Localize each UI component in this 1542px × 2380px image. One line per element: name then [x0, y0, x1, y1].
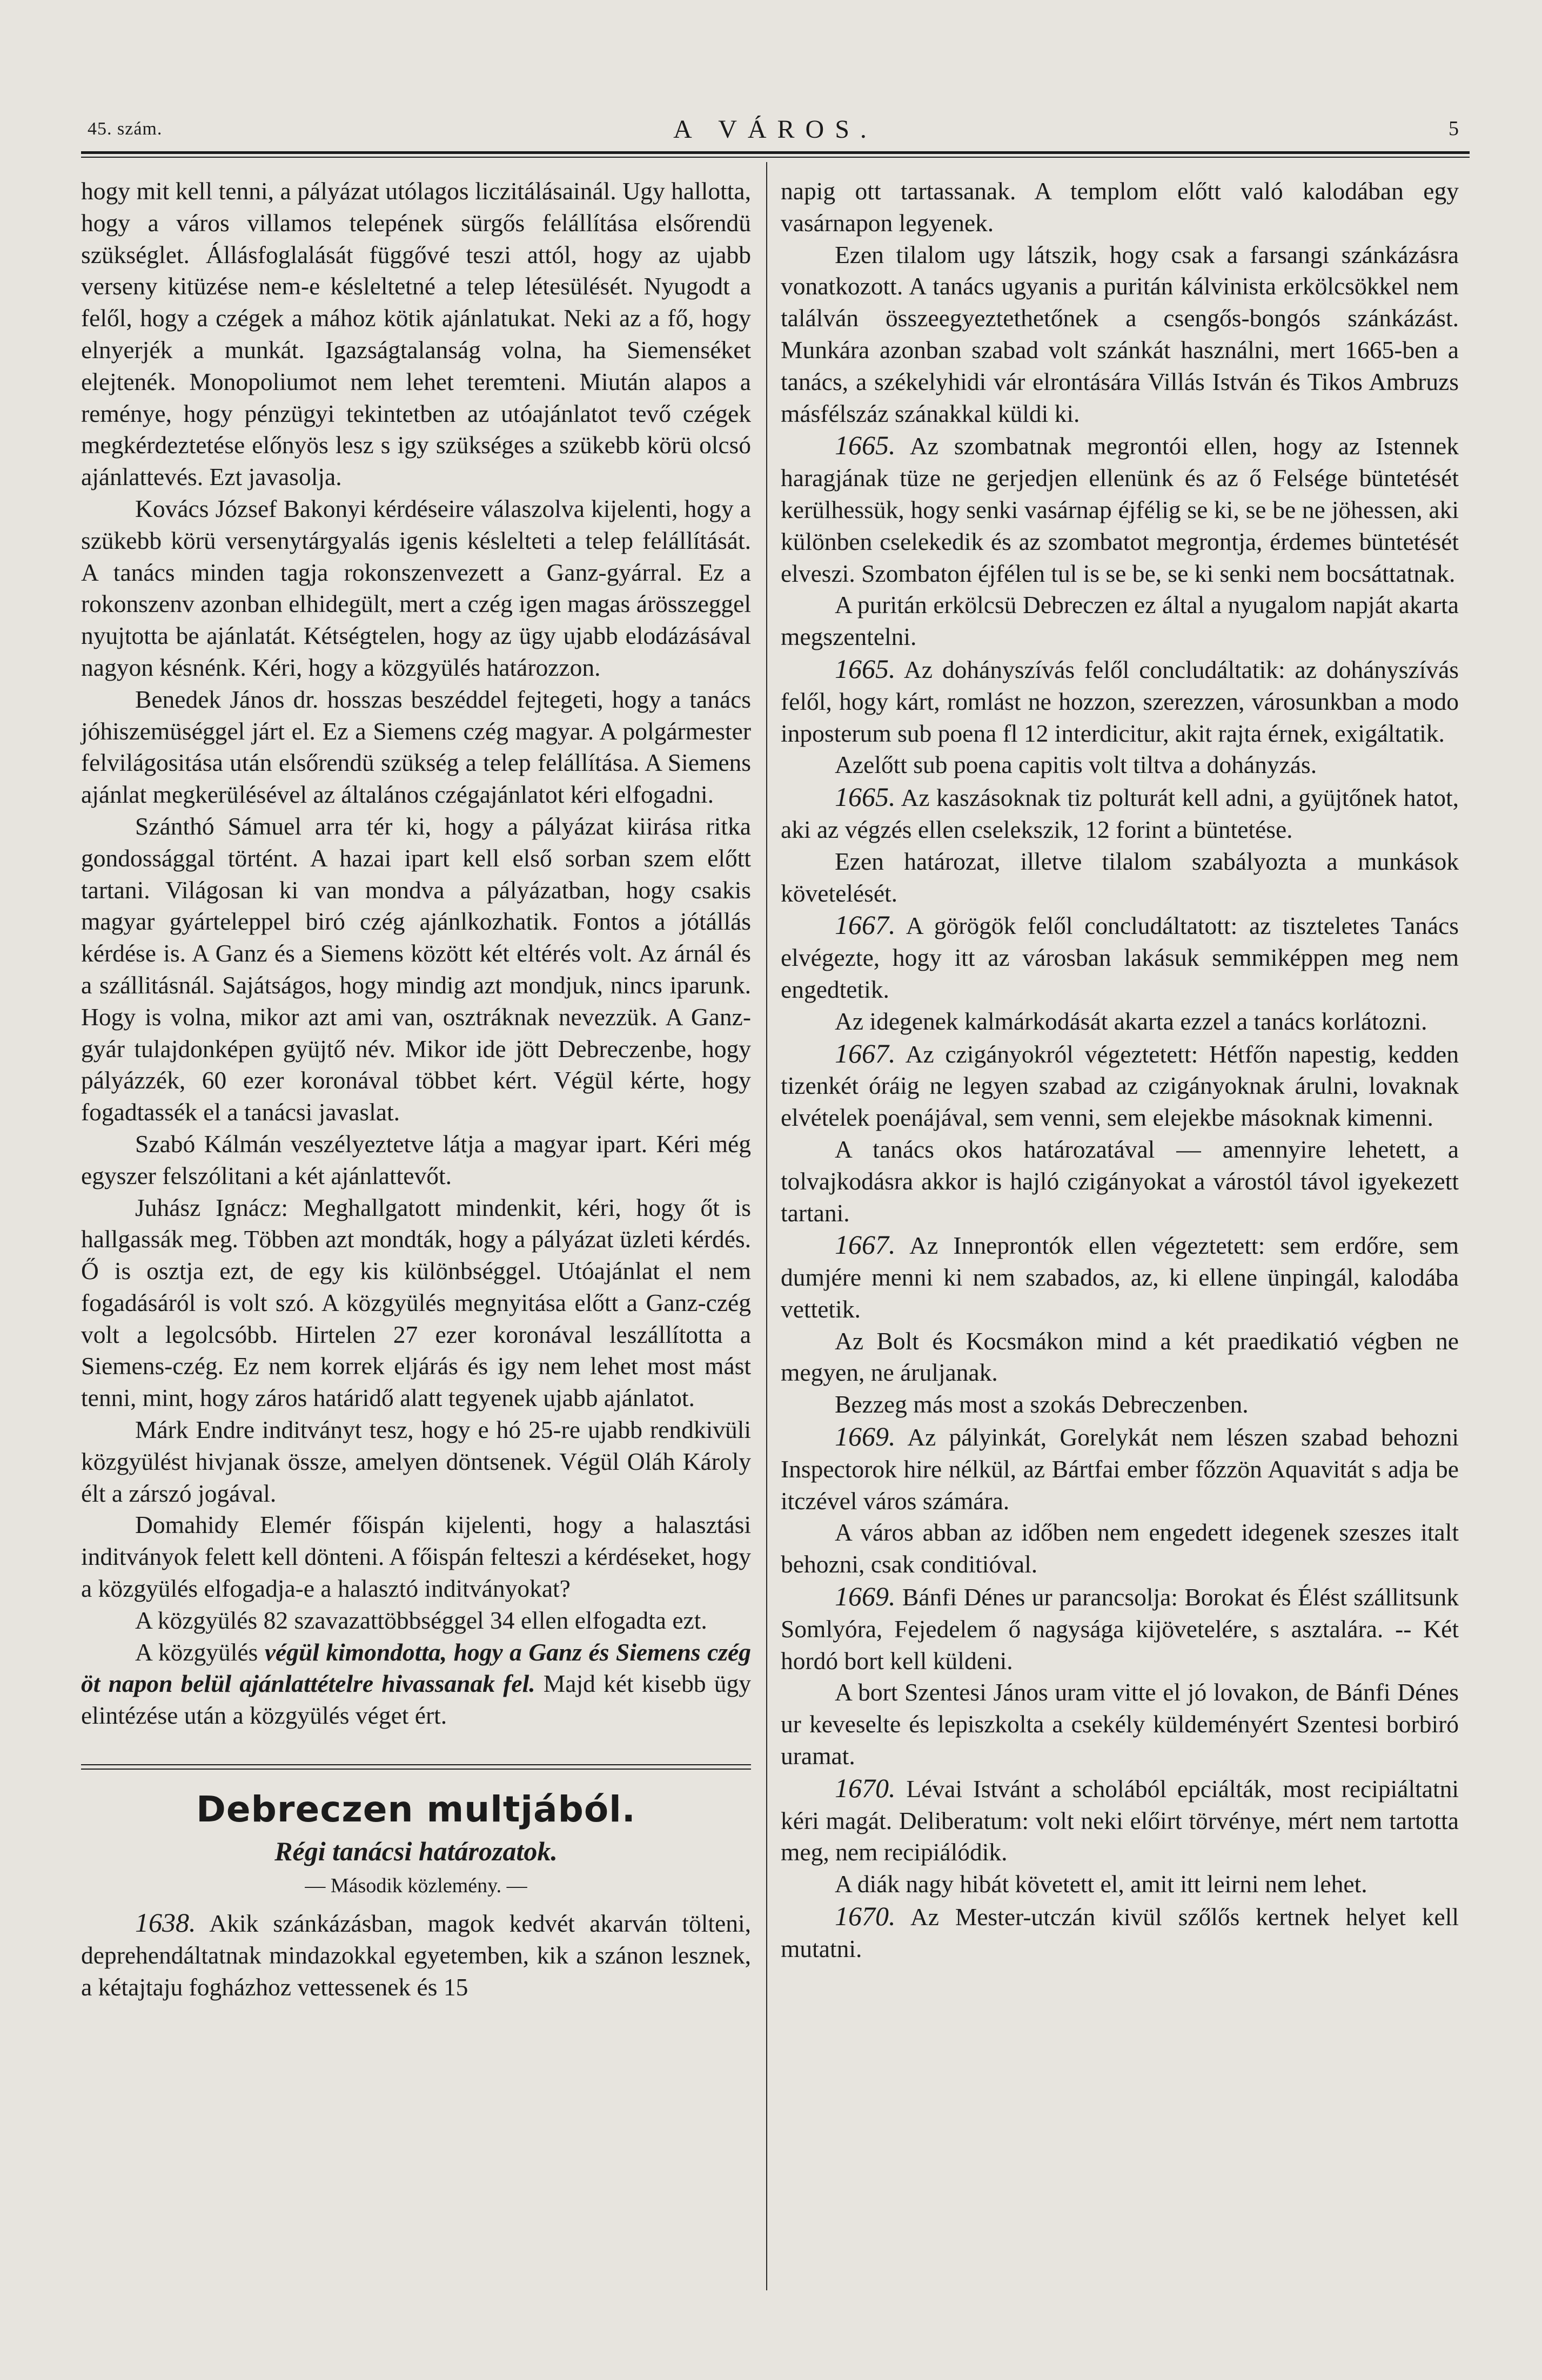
text-run: Majd két kisebb ügy elintézése után a közgyülés véget ért.	[81, 1670, 751, 1730]
column-divider	[766, 162, 767, 2290]
emphasized-decision: végül kimondotta, hogy a Ganz és Siemens czég öt napon belül ajánlattételre hivassanak fel.	[81, 1638, 751, 1698]
entry	[781, 1421, 1459, 1517]
paragraph: hogy mit kell tenni, a pályázat utólagos liczitálásainál. Ugy hallotta, hogy a város villamos telepének sürgős felállítása elsőrendü szükséglet. Állásfoglalását függővé teszi attól, hogy az ujabb verseny kitüzése nem-e késleltetné a telep létesülését. Nyugodt a felől, hogy a czégek a mához kötik ajánlatukat. Neki az a fő, hogy elnyerjék a munkát. Igazságtalanság volna, ha Siemenséket elejtenék. Monopoliumot nem lehet teremteni. Miután alapos a reménye, hogy pénzügyi tekintetben az utóajánlatot tevő czégek megkérdeztetése előnyös lesz s igy szükséges a szükebb körü olcsó ajánlattevés. Ezt javasolja.	[81, 177, 751, 491]
right-column	[781, 176, 1459, 1965]
section-note: — Második közlemény. —	[305, 1874, 527, 1898]
entry	[781, 1038, 1459, 1134]
entry	[781, 429, 1459, 589]
paragraph: Az idegenek kalmárkodását akarta ezzel a tanács korlátozni.	[835, 1007, 1427, 1035]
paragraph: Márk Endre inditványt tesz, hogy e hó 25-re ujabb rendkivüli közgyülést hivjanak össze, amelyen döntsenek. Végül Oláh Károly élt a zárszó jogával.	[81, 1416, 751, 1507]
issue-number: 45. szám.	[88, 119, 163, 139]
entry	[781, 1581, 1459, 1677]
entry-text: Az szombatnak megrontói ellen, hogy az Istennek haragjának tüze ne gerjedjen ellenünk és az ő Felsége büntetését kerülhessük, hogy senki vasárnap éjfélig se ki, se be ne jöhessen, aki különben cselekedik és az szombatot megrontja, érdemes büntetését elveszi. Szombaton éjfélen tul is se be, se ki senki nem bocsáttatnak.	[781, 432, 1459, 587]
header-rule-thin	[81, 157, 1470, 158]
page-number: 5	[1449, 117, 1459, 140]
entry-text: Az pályinkát, Gorelykát nem lészen szabad behozni Inspectorok hire nélkül, az Bártfai ember főzzön Aquavitát s adja be itczével város számára.	[781, 1423, 1459, 1515]
masthead-title: A VÁROS.	[673, 115, 877, 144]
paragraph: Azelőtt sub poena capitis volt tiltva a dohányzás.	[835, 751, 1317, 779]
entry-year: 1670.	[835, 1772, 896, 1803]
entry	[81, 1907, 751, 2003]
entry-text: Az czigányokról végeztetett: Hétfőn napestig, kedden tizenkét óráig ne legyen szabad az czigányoknak árulni, lovaknak elvételek poenájával, sem venni, sem elejekbe másoknak kimenni.	[781, 1040, 1459, 1132]
entry-text: Az Mester-utczán kivül szőlős kertnek helyet kell mutatni.	[781, 1903, 1459, 1962]
paragraph: Domahidy Elemér főispán kijelenti, hogy a halasztási inditványok felett kell dönteni. A főispán felteszi a kérdéseket, hogy a közgyülés elfogadja-e a halasztó inditványokat?	[81, 1511, 751, 1603]
entry-text: Bánfi Dénes ur parancsolja: Borokat és Élést szállitsunk Somlyóra, Fejedelem ő nagysága kijövetelére, s asztalára. -- Két hordó bort kell küldeni.	[781, 1583, 1459, 1675]
paragraph: Benedek János dr. hosszas beszéddel fejtegeti, hogy a tanács jóhiszemüséggel járt el. Ez a Siemens czég magyar. A polgármester felvilágositása után elsőrendü szükség a telep felállítása. A Siemens ajánlat megkerülésével az általános czégajánlatot kéri elfogadni.	[81, 685, 751, 809]
entry-year: 1667.	[835, 910, 896, 940]
paragraph: Az Bolt és Kocsmákon mind a két praedikatió végben ne megyen, ne áruljanak.	[781, 1327, 1459, 1387]
entry-text: Lévai Istvánt a scholából epciálták, most recipiáltatni kéri magát. Deliberatum: volt neki előirt törvénye, mért nem tartotta meg, nem recipiálódik.	[781, 1774, 1459, 1866]
entry-year: 1667.	[835, 1229, 896, 1260]
entry-year: 1665.	[835, 430, 896, 461]
section-separator	[81, 1764, 751, 1770]
paragraph: Bezzeg más most a szokás Debreczenben.	[835, 1390, 1249, 1418]
entry	[781, 781, 1459, 846]
entry	[781, 909, 1459, 1005]
paragraph: A közgyülés 82 szavazattöbbséggel 34 ellen elfogadta ezt.	[135, 1606, 707, 1634]
paragraph: Szabó Kálmán veszélyeztetve látja a magyar ipart. Kéri még egyszer felszólitani a két ajánlattevőt.	[81, 1130, 751, 1189]
entry-text: Az Inneprontók ellen végeztetett: sem erdőre, sem dumjére menni ki nem szabados, az, ki ellene ünpingál, kalodába vettetik.	[781, 1232, 1459, 1323]
header-rule	[81, 151, 1470, 154]
entry-text: Akik szánkázásban, magok kedvét akarván tölteni, deprehendáltatnak mindazokkal egyetemben, kik a szánon lesznek, a kétajtaju fogházhoz vettessenek és 15	[81, 1910, 751, 2001]
paragraph: A bort Szentesi János uram vitte el jó lovakon, de Bánfi Dénes ur keveselte és lepiszkolta a csekély küldeményért Szentesi borbiró uramat.	[781, 1678, 1459, 1770]
entry-text: Az dohányszívás felől concludáltatik: az dohányszívás felől, hogy kárt, romlást ne hozzon, szerezzen, városunkban a modo inposterum sub poena fl 12 interdicitur, akit rajta érnek, exigáltatik.	[781, 655, 1459, 747]
entry-year: 1665.	[835, 782, 896, 812]
text-run: A közgyülés	[135, 1638, 265, 1666]
entry	[781, 1772, 1459, 1868]
entry	[781, 653, 1459, 749]
paragraph-decision	[81, 1637, 751, 1732]
paragraph: A diák nagy hibát követett el, amit itt leirni nem lehet.	[835, 1870, 1367, 1898]
left-column	[81, 176, 751, 2003]
entry-year: 1667.	[835, 1038, 896, 1068]
paragraph: A puritán erkölcsü Debreczen ez által a nyugalom napját akarta megszentelni.	[781, 591, 1459, 651]
entry-year: 1669.	[835, 1421, 896, 1452]
entry-text: Az kaszásoknak tiz polturát kell adni, a gyüjtőnek hatot, aki az végzés ellen cselekszik, 12 forint a büntetése.	[781, 784, 1459, 843]
page-header	[81, 115, 1470, 147]
entry-text: A görögök felől concludáltatott: az tiszteletes Tanács elvégezte, hogy itt az városban lakásuk semmiképpen meg nem engedtetik.	[781, 912, 1459, 1003]
entry-year: 1669.	[835, 1581, 896, 1612]
entry-year: 1670.	[835, 1901, 896, 1932]
section-title: Debreczen multjából.	[196, 1789, 636, 1831]
paragraph: napig ott tartassanak. A templom előtt való kalodában egy vasárnapon legyenek.	[781, 177, 1459, 237]
paragraph: Kovács József Bakonyi kérdéseire válaszolva kijelenti, hogy a szükebb körü versenytárgyalás igenis késlelteti a telep felállítását. A tanács minden tagja rokonszenvezett a Ganz-gyárral. Ez a rokonszenv azonban elhidegült, mert a czég igen magas árösszeggel nyujtotta be ajánlatát. Kétségtelen, hogy az ügy ujabb elodázásával nagyon késnénk. Kéri, hogy a közgyülés határozzon.	[81, 494, 751, 681]
paragraph: Ezen határozat, illetve tilalom szabályozta a munkások követelését.	[781, 847, 1459, 907]
entry	[781, 1900, 1459, 1965]
paragraph: Juhász Ignácz: Meghallgatott mindenkit, kéri, hogy őt is hallgassák meg. Többen azt mondták, hogy a pályázat üzleti kérdés. Ő is osztja ezt, de egy kis különbséggel. Utóajánlat el nem fogadásáról is volt szó. A közgyülés megnyitása előtt a Ganz-czég volt a legolcsóbb. Hirtelen 27 ezer koronával leszállította a Siemens-czég. Ez nem korrek eljárás és igy nem lehet most mást tenni, mint, hogy záros határidő alatt tegyenek ujabb ajánlatot.	[81, 1193, 751, 1412]
entry	[781, 1229, 1459, 1325]
paragraph: Szánthó Sámuel arra tér ki, hogy a pályázat kiirása ritka gondossággal történt. A hazai ipart kell első sorban szem előtt tartani. Világosan ki van mondva a pályázatban, hogy csakis magyar gyárteleppel biró czég ajánlkozhatik. Fontos a jótállás kérdése is. A Ganz és a Siemens között két eltérés volt. Az árnál és a szállitásnál. Sajátságos, hogy mindig azt mondjuk, nincs iparunk. Hogy is volna, mikor azt ami van, osztráknak nevezzük. A Ganz-gyár tulajdonképen gyüjtő név. Mikor ide jött Debreczenbe, hogy pályázzék, 60 ezer koronával többet kért. Végül kérte, hogy fogadtassék el a tanácsi javaslat.	[81, 812, 751, 1126]
paragraph: Ezen tilalom ugy látszik, hogy csak a farsangi szánkázásra vonatkozott. A tanács ugyanis a puritán kálvinista erkölcsökkel nem találván összeegyeztethetőnek a csengős-bongós szánkázást. Munkára azonban szabad volt szánkát használni, mert 1665-ben a tanács, a székelyhidi vár elrontására Villás István és Tikos Ambruzs másfélszáz szánakkal küldi ki.	[781, 240, 1459, 427]
entry-year: 1665.	[835, 653, 896, 684]
paragraph: A tanács okos határozatával — amennyire lehetett, a tolvajkodásra akkor is hajló czigányokat a várostól távol igyekezett tartani.	[781, 1135, 1459, 1227]
section-subtitle: Régi tanácsi határozatok.	[274, 1836, 558, 1867]
paragraph: A város abban az időben nem engedett idegenek szeszes italt behozni, csak conditióval.	[781, 1518, 1459, 1578]
entry-year: 1638.	[135, 1907, 196, 1938]
